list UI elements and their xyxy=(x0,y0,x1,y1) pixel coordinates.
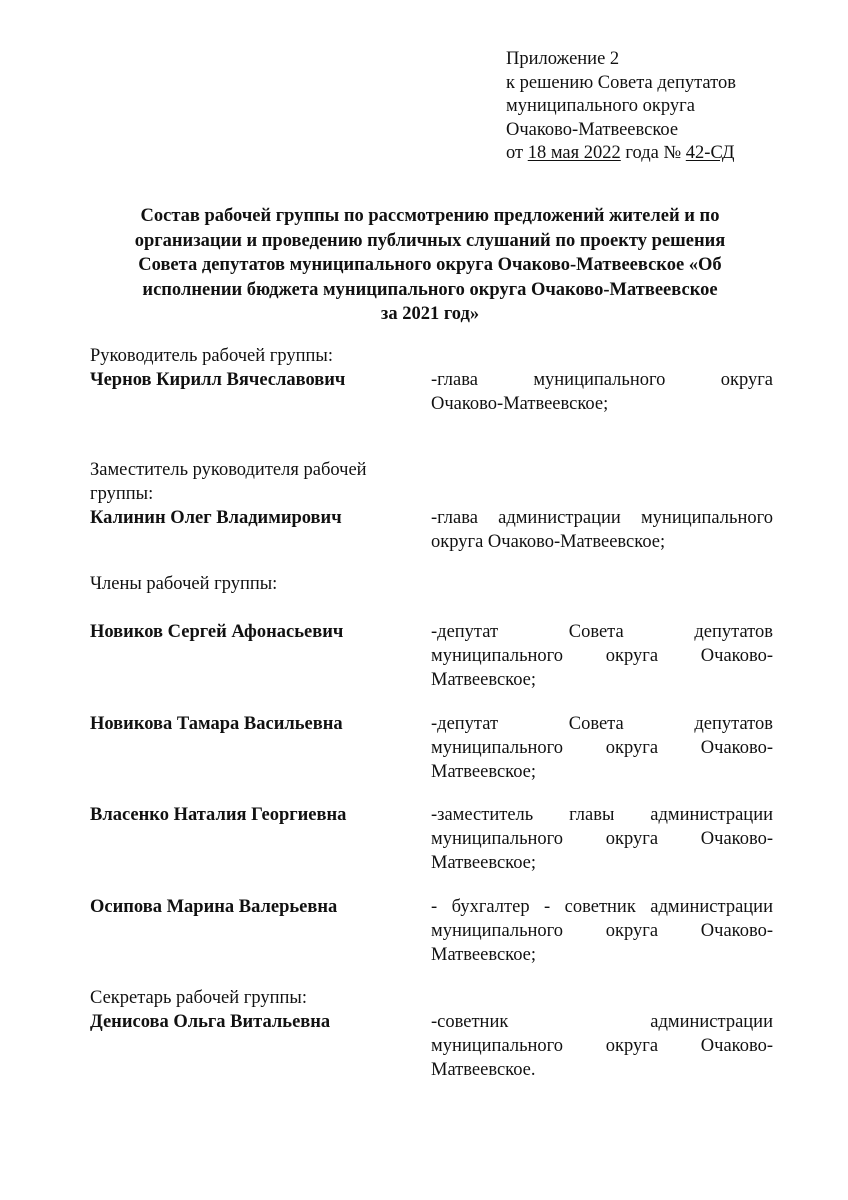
attachment-date-line xyxy=(506,142,796,166)
deputy-role-line-2: округа Очаково-Матвеевское; xyxy=(431,532,666,552)
member-role xyxy=(431,803,773,875)
member-role-line-3: Матвеевское; xyxy=(431,945,537,965)
attachment-date-mid: года № xyxy=(620,143,686,163)
title-line-4: исполнении бюджета муниципального округа Очаково-Матвеевское xyxy=(142,279,718,300)
deputy-role xyxy=(431,506,773,554)
attachment-line-1: Приложение 2 xyxy=(506,49,620,69)
member-role xyxy=(431,895,773,967)
deputy-role-line-1: -глава администрации муниципального xyxy=(431,508,773,528)
attachment-date-prefix: от xyxy=(506,143,528,163)
member-role-line-3: Матвеевское; xyxy=(431,670,537,690)
secretary-label: Секретарь рабочей группы: xyxy=(90,988,307,1008)
attachment-line-2: к решению Совета депутатов xyxy=(506,72,736,93)
head-name: Чернов Кирилл Вячеславович xyxy=(90,370,346,390)
secretary-role-line-1: -советник администрации xyxy=(431,1012,773,1032)
member-name: Новиков Сергей Афонасьевич xyxy=(90,622,344,642)
head-role-line-1: -глава муниципального округа xyxy=(431,370,773,390)
member-role-line-1: -заместитель главы администрации xyxy=(431,805,773,825)
attachment-header xyxy=(506,48,796,166)
member-role-line-1: - бухгалтер - советник администрации xyxy=(431,897,773,917)
member-role-line-2: муниципального округа Очаково- xyxy=(431,921,773,941)
decision-number: 42-СД xyxy=(685,143,735,163)
member-role-line-2: муниципального округа Очаково- xyxy=(431,829,773,849)
secretary-role-line-2: муниципального округа Очаково- xyxy=(431,1036,773,1056)
member-name: Новикова Тамара Васильевна xyxy=(90,714,343,734)
member-role-line-1: -депутат Совета депутатов xyxy=(431,622,773,642)
member-role xyxy=(431,712,773,784)
title-line-1: Состав рабочей группы по рассмотрению предложений жителей и по xyxy=(140,206,720,226)
attachment-line-3: муниципального округа xyxy=(506,96,695,116)
head-role-line-2: Очаково-Матвеевское; xyxy=(431,394,609,414)
decision-date: 18 мая 2022 xyxy=(527,143,621,163)
deputy-label xyxy=(90,458,367,506)
member-role-line-3: Матвеевское; xyxy=(431,762,537,782)
secretary-role-line-3: Матвеевское. xyxy=(431,1060,536,1080)
member-name: Власенко Наталия Георгиевна xyxy=(90,805,347,825)
title-line-5: за 2021 год» xyxy=(380,304,480,324)
member-role xyxy=(431,620,773,692)
title-line-3: Совета депутатов муниципального округа Очаково-Матвеевское «Об xyxy=(138,255,722,275)
document-title xyxy=(100,204,760,327)
head-role xyxy=(431,368,773,416)
member-role-line-1: -депутат Совета депутатов xyxy=(431,714,773,734)
deputy-label-line-1: Заместитель руководителя рабочей xyxy=(90,460,367,480)
deputy-name: Калинин Олег Владимирович xyxy=(90,508,342,528)
title-line-2: организации и проведению публичных слушаний по проекту решения xyxy=(134,230,726,251)
attachment-line-4: Очаково-Матвеевское xyxy=(506,119,679,140)
member-role-line-2: муниципального округа Очаково- xyxy=(431,738,773,758)
secretary-name: Денисова Ольга Витальевна xyxy=(90,1012,331,1032)
members-label: Члены рабочей группы: xyxy=(90,574,278,594)
member-role-line-2: муниципального округа Очаково- xyxy=(431,646,773,666)
deputy-label-line-2: группы: xyxy=(90,484,154,504)
head-label: Руководитель рабочей группы: xyxy=(90,346,333,366)
member-role-line-3: Матвеевское; xyxy=(431,853,537,873)
secretary-role xyxy=(431,1010,773,1082)
member-name: Осипова Марина Валерьевна xyxy=(90,897,338,917)
